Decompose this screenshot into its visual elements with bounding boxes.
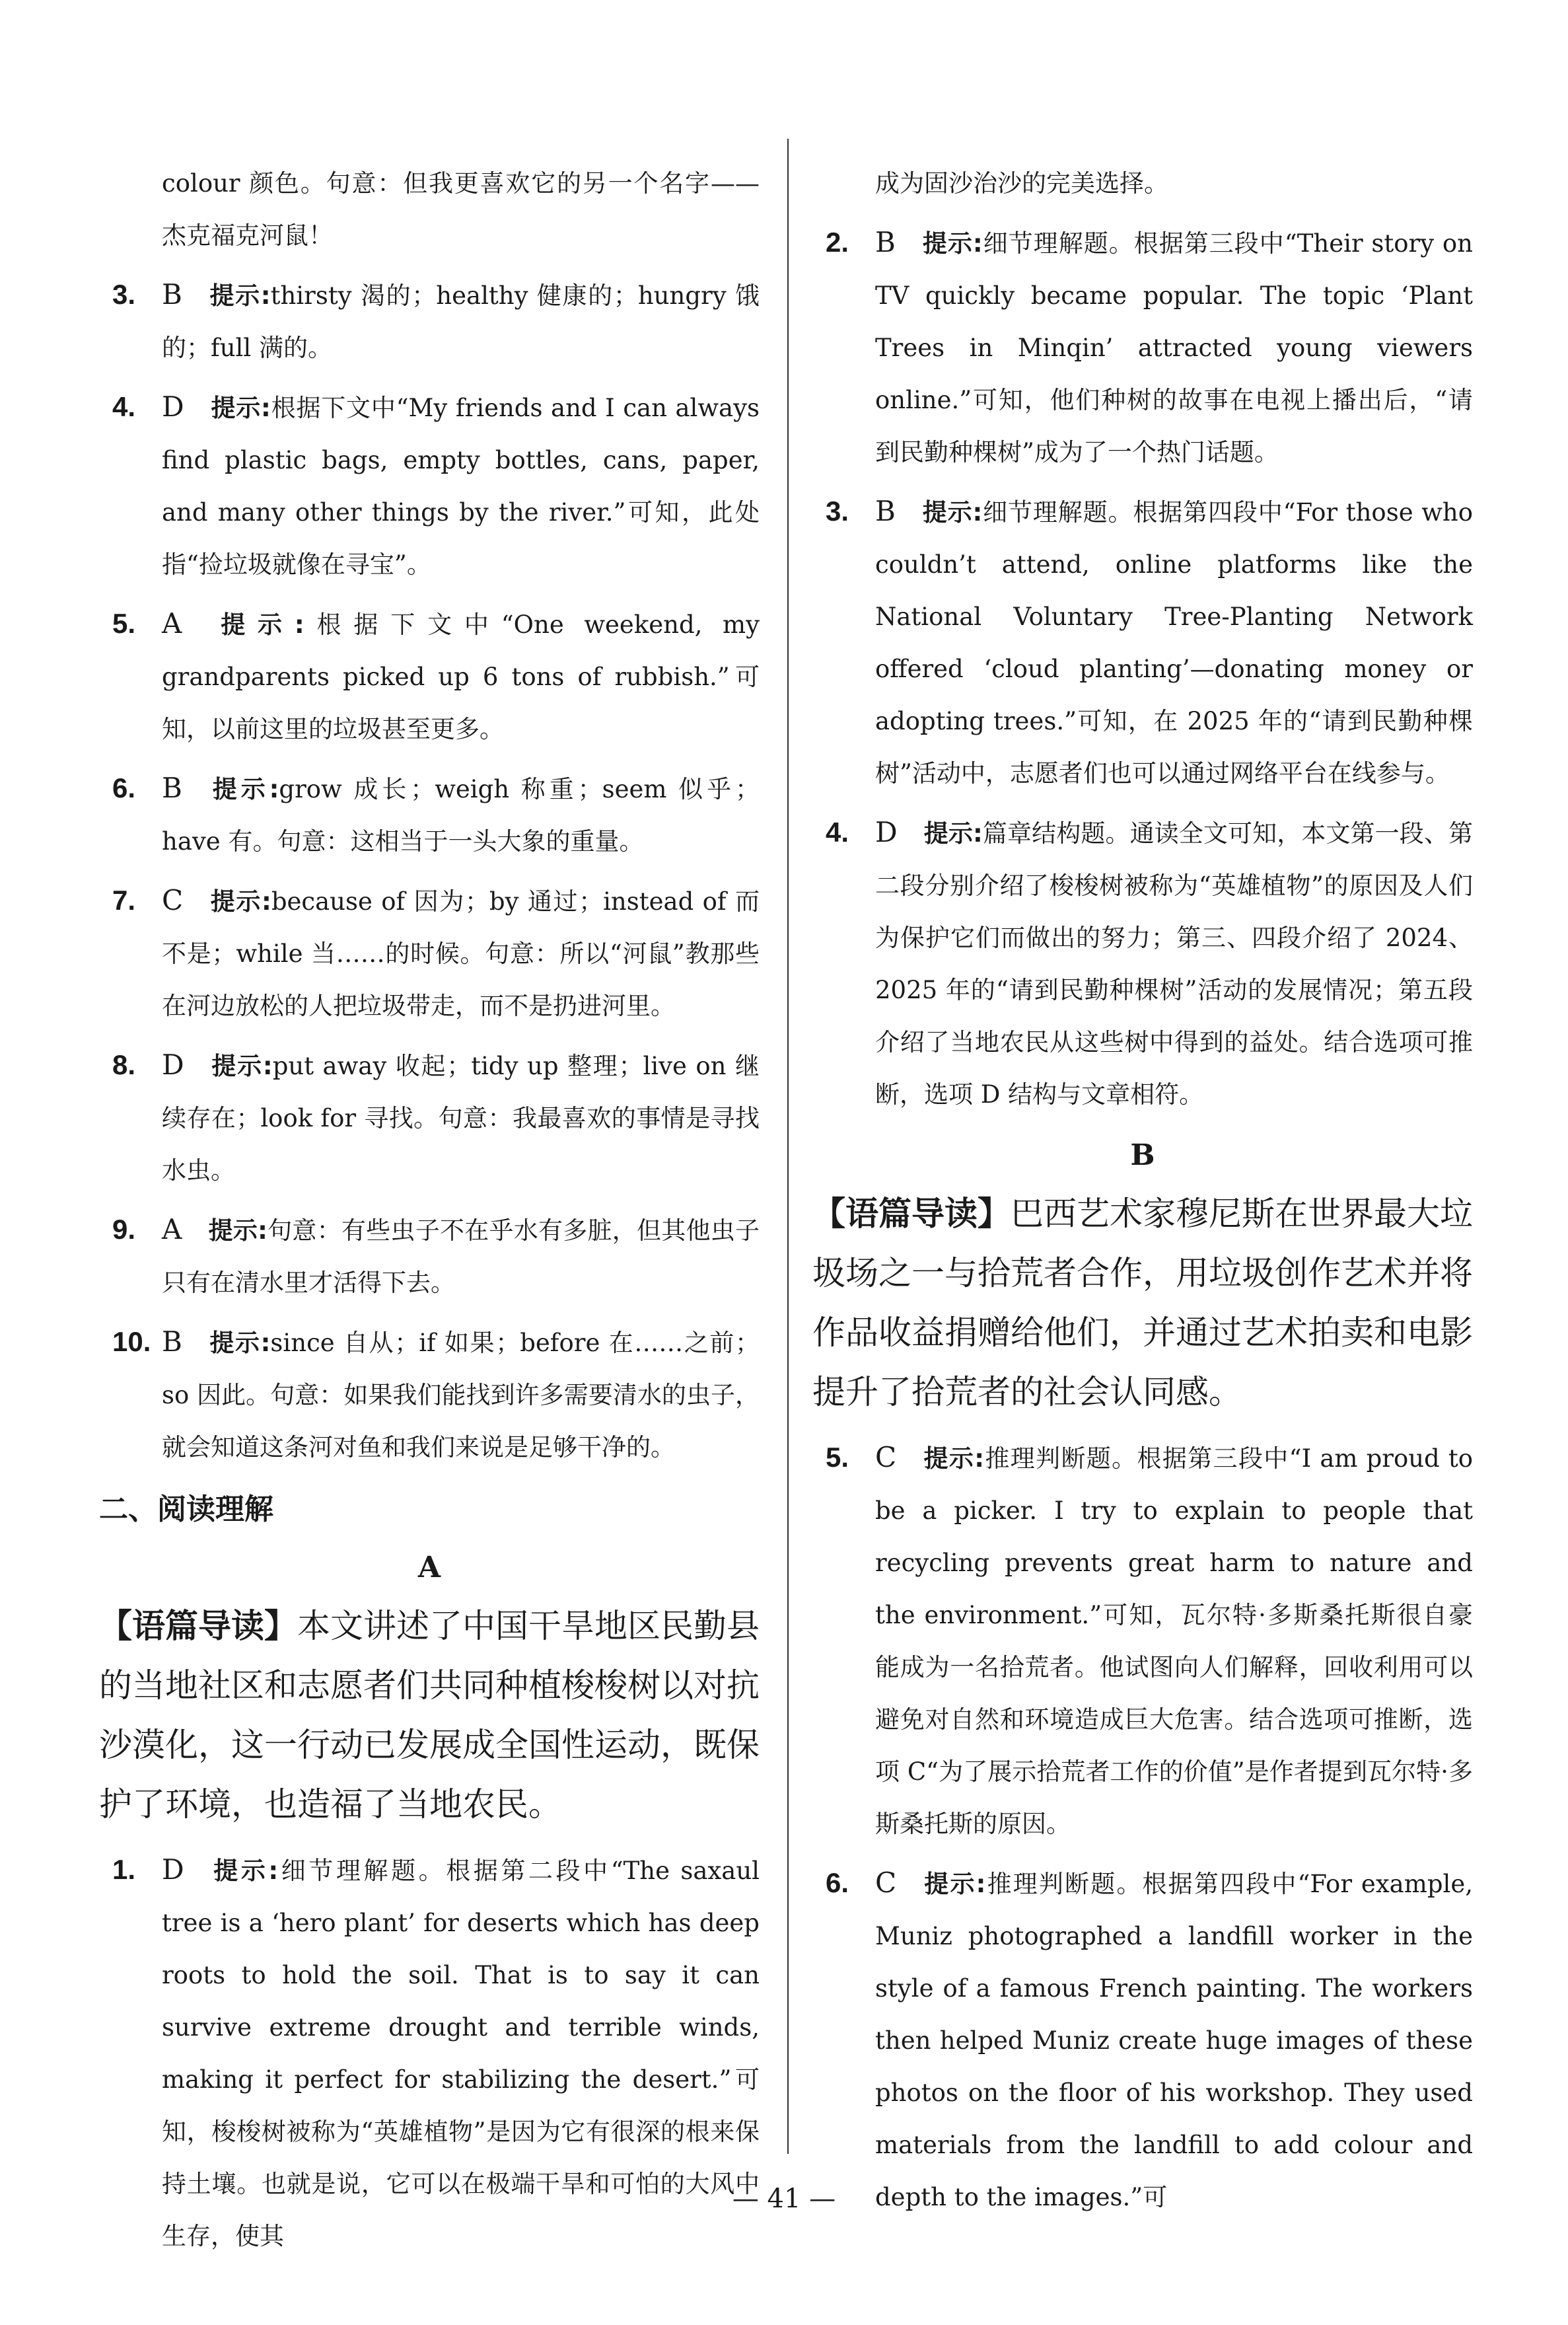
question-number: 1.	[112, 1854, 136, 1885]
page-number: — 41 —	[732, 2184, 836, 2214]
hint-text: thirsty 渴的；healthy 健康的；hungry 饿的；full 满的。	[162, 281, 760, 362]
answer-letter: B	[162, 772, 182, 804]
hint-label: 提示:	[208, 610, 304, 639]
hint-text: 推理判断题。根据第三段中“I am proud to be a picker. I try to explain to people that recycling prevents great harm to nature and the environment.”可知，瓦尔特·多斯桑托斯很自豪能成为一名拾荒者。他试图向人们解释，回收利用可以避免对自然和环境造成巨大危害。结合选项可推断，选项 C“为了展示拾荒者工作的价值”是作者提到瓦尔特·多斯桑托斯的原因。	[875, 1444, 1474, 1838]
question-number: 9.	[112, 1214, 136, 1245]
answer-letter: A	[162, 1213, 182, 1245]
hint-text: 细节理解题。根据第四段中“For those who couldn’t attend, online platforms like the National Voluntary Tree-Planting Network offered ‘cloud planting’—donating money or adopting trees.”可知，在 2025 年的“请到民勤种棵树”活动中，志愿者们也可以通过网络平台在线参与。	[875, 498, 1473, 788]
answer-letter: D	[162, 390, 184, 423]
hint-text: 根据下文中“One weekend, my grandparents picked up 6 tons of rubbish.”可知，以前这里的垃圾甚至更多。	[162, 610, 760, 743]
guide-text: 巴西艺术家穆尼斯在世界最大垃圾场之一与拾荒者合作，用垃圾创作艺术并将作品收益捐赠给他们，并通过艺术拍卖和电影提升了拾荒者的社会认同感。	[812, 1195, 1473, 1411]
hint-text: because of 因为；by 通过；instead of 而不是；while 当……的时候。句意：所以“河鼠”教那些在河边放松的人把垃圾带走，而不是扔进河里。	[162, 887, 760, 1020]
answer-letter: B	[162, 278, 182, 311]
answer-item	[812, 216, 1473, 478]
question-number: 8.	[112, 1049, 136, 1080]
answer-letter: D	[875, 816, 898, 848]
left-column	[99, 157, 760, 2269]
hint-label: 提示:	[210, 1052, 273, 1080]
question-number: 2.	[826, 227, 849, 258]
hint-label: 提示:	[923, 819, 983, 848]
hint-label: 提示:	[923, 1444, 985, 1473]
hint-label: 提示:	[210, 1857, 279, 1885]
hint-text: grow 成长；weigh 称重；seem 似乎；have 有。句意：这相当于一头大象的重量。	[162, 775, 760, 856]
passage-guide	[99, 1596, 760, 1834]
answer-letter: D	[162, 1853, 184, 1886]
hint-label: 提示:	[208, 775, 279, 803]
answer-item	[99, 1203, 760, 1309]
answer-letter: B	[875, 495, 896, 527]
hint-text: 根据下文中“My friends and I can always find plastic bags, empty bottles, cans, paper, and many other things by the river.”可知，此处指“捡垃圾就像在寻宝”。	[162, 394, 760, 579]
answer-item	[99, 762, 760, 867]
hint-label: 提示:	[208, 1216, 267, 1245]
right-column	[812, 157, 1473, 2230]
answer-letter: B	[162, 1325, 182, 1358]
hint-label: 提示:	[209, 887, 271, 916]
hint-label: 提示:	[208, 1329, 271, 1357]
answer-item	[99, 874, 760, 1032]
answer-item	[812, 485, 1473, 799]
hint-label: 提示:	[923, 1870, 986, 1898]
question-number: 10.	[112, 1326, 151, 1357]
hint-text: 推理判断题。根据第四段中“For example, Muniz photographed a landfill worker in the style of a famous French painting. The workers then helped Muniz create huge images of these photos on the floor of his workshop. They used materials from the landfill to add colour and depth to the images.”可	[875, 1870, 1474, 2211]
hint-label: 提示:	[210, 394, 271, 422]
answer-letter: C	[875, 1866, 897, 1899]
answer-letter: A	[162, 607, 182, 640]
hint-text: put away 收起；tidy up 整理；live on 继续存在；look for 寻找。句意：我最喜欢的事情是寻找水虫。	[162, 1052, 760, 1185]
guide-tag: 【语篇导读】	[812, 1195, 1011, 1233]
hint-text: 句意：有些虫子不在乎水有多脏，但其他虫子只有在清水里才活得下去。	[162, 1216, 760, 1297]
answer-item	[99, 381, 760, 591]
hint-text: since 自从；if 如果；before 在……之前；so 因此。句意：如果我们能找到许多需要清水的虫子，就会知道这条河对鱼和我们来说是足够干净的。	[162, 1329, 760, 1461]
passage-label: A	[417, 1551, 441, 1584]
question-number: 5.	[826, 1442, 849, 1473]
question-number: 4.	[826, 817, 849, 848]
hint-text: 细节理解题。根据第三段中“Their story on TV quickly became popular. The topic ‘Plant Trees in Minqin’ attracted young viewers online.”可知，他们种树的故事在电视上播出后，“请到民勤种棵树”成为了一个热门话题。	[875, 229, 1473, 466]
question-number: 5.	[112, 608, 136, 639]
guide-text: 本文讲述了中国干旱地区民勤县的当地社区和志愿者们共同种植梭梭树以对抗沙漠化，这一行动已发展成全国性运动，既保护了环境，也造福了当地农民。	[99, 1607, 760, 1824]
question-number: 6.	[112, 772, 136, 803]
answer-item	[99, 597, 760, 755]
answer-letter: B	[875, 226, 896, 258]
passage-label: B	[1130, 1138, 1155, 1172]
answer-item	[812, 1431, 1473, 1850]
answer-letter: D	[162, 1049, 184, 1081]
guide-tag: 【语篇导读】	[99, 1607, 297, 1645]
hint-text: 细节理解题。根据第二段中“The saxaul tree is a ‘hero plant’ for deserts which has deep roots to hold the soil. That is to say it can survive extreme drought and terrible winds, making it perfect for stabilizing the desert.”可知，梭梭树被称为“英雄植物”是因为它有很深的根来保持土壤。也就是说，它可以在极端干旱和可怕的大风中生存，使其	[162, 1857, 760, 2250]
question-number: 4.	[112, 391, 136, 422]
column-divider	[787, 139, 789, 2154]
answer-item	[812, 806, 1473, 1121]
passage-guide	[812, 1184, 1473, 1422]
continuation-text: 成为固沙治沙的完美选择。	[875, 169, 1168, 198]
hint-label: 提示:	[208, 281, 271, 310]
answer-item	[99, 1315, 760, 1473]
answer-item	[812, 1857, 1473, 2223]
hint-label: 提示:	[921, 229, 983, 258]
answer-item	[99, 1039, 760, 1197]
question-number: 6.	[826, 1867, 849, 1898]
hint-text: 篇章结构题。通读全文可知，本文第一段、第二段分别介绍了梭梭树被称为“英雄植物”的原因及人们为保护它们而做出的努力；第三、四段介绍了 2024、2025 年的“请到民勤种棵树”活动的发展情况；第五段介绍了当地农民从这些树中得到的益处。结合选项可推断，选项 D 结构与文章相符。	[875, 819, 1473, 1109]
question-number: 3.	[112, 279, 136, 310]
question-number: 7.	[112, 885, 136, 916]
continuation-text: colour 颜色。句意：但我更喜欢它的另一个名字——杰克福克河鼠！	[162, 169, 760, 250]
answer-letter: C	[875, 1441, 897, 1473]
question-number: 3.	[826, 496, 849, 527]
section-heading: 二、阅读理解	[99, 1493, 273, 1526]
hint-label: 提示:	[921, 498, 983, 527]
answer-letter: C	[162, 884, 184, 916]
answer-item	[99, 268, 760, 374]
